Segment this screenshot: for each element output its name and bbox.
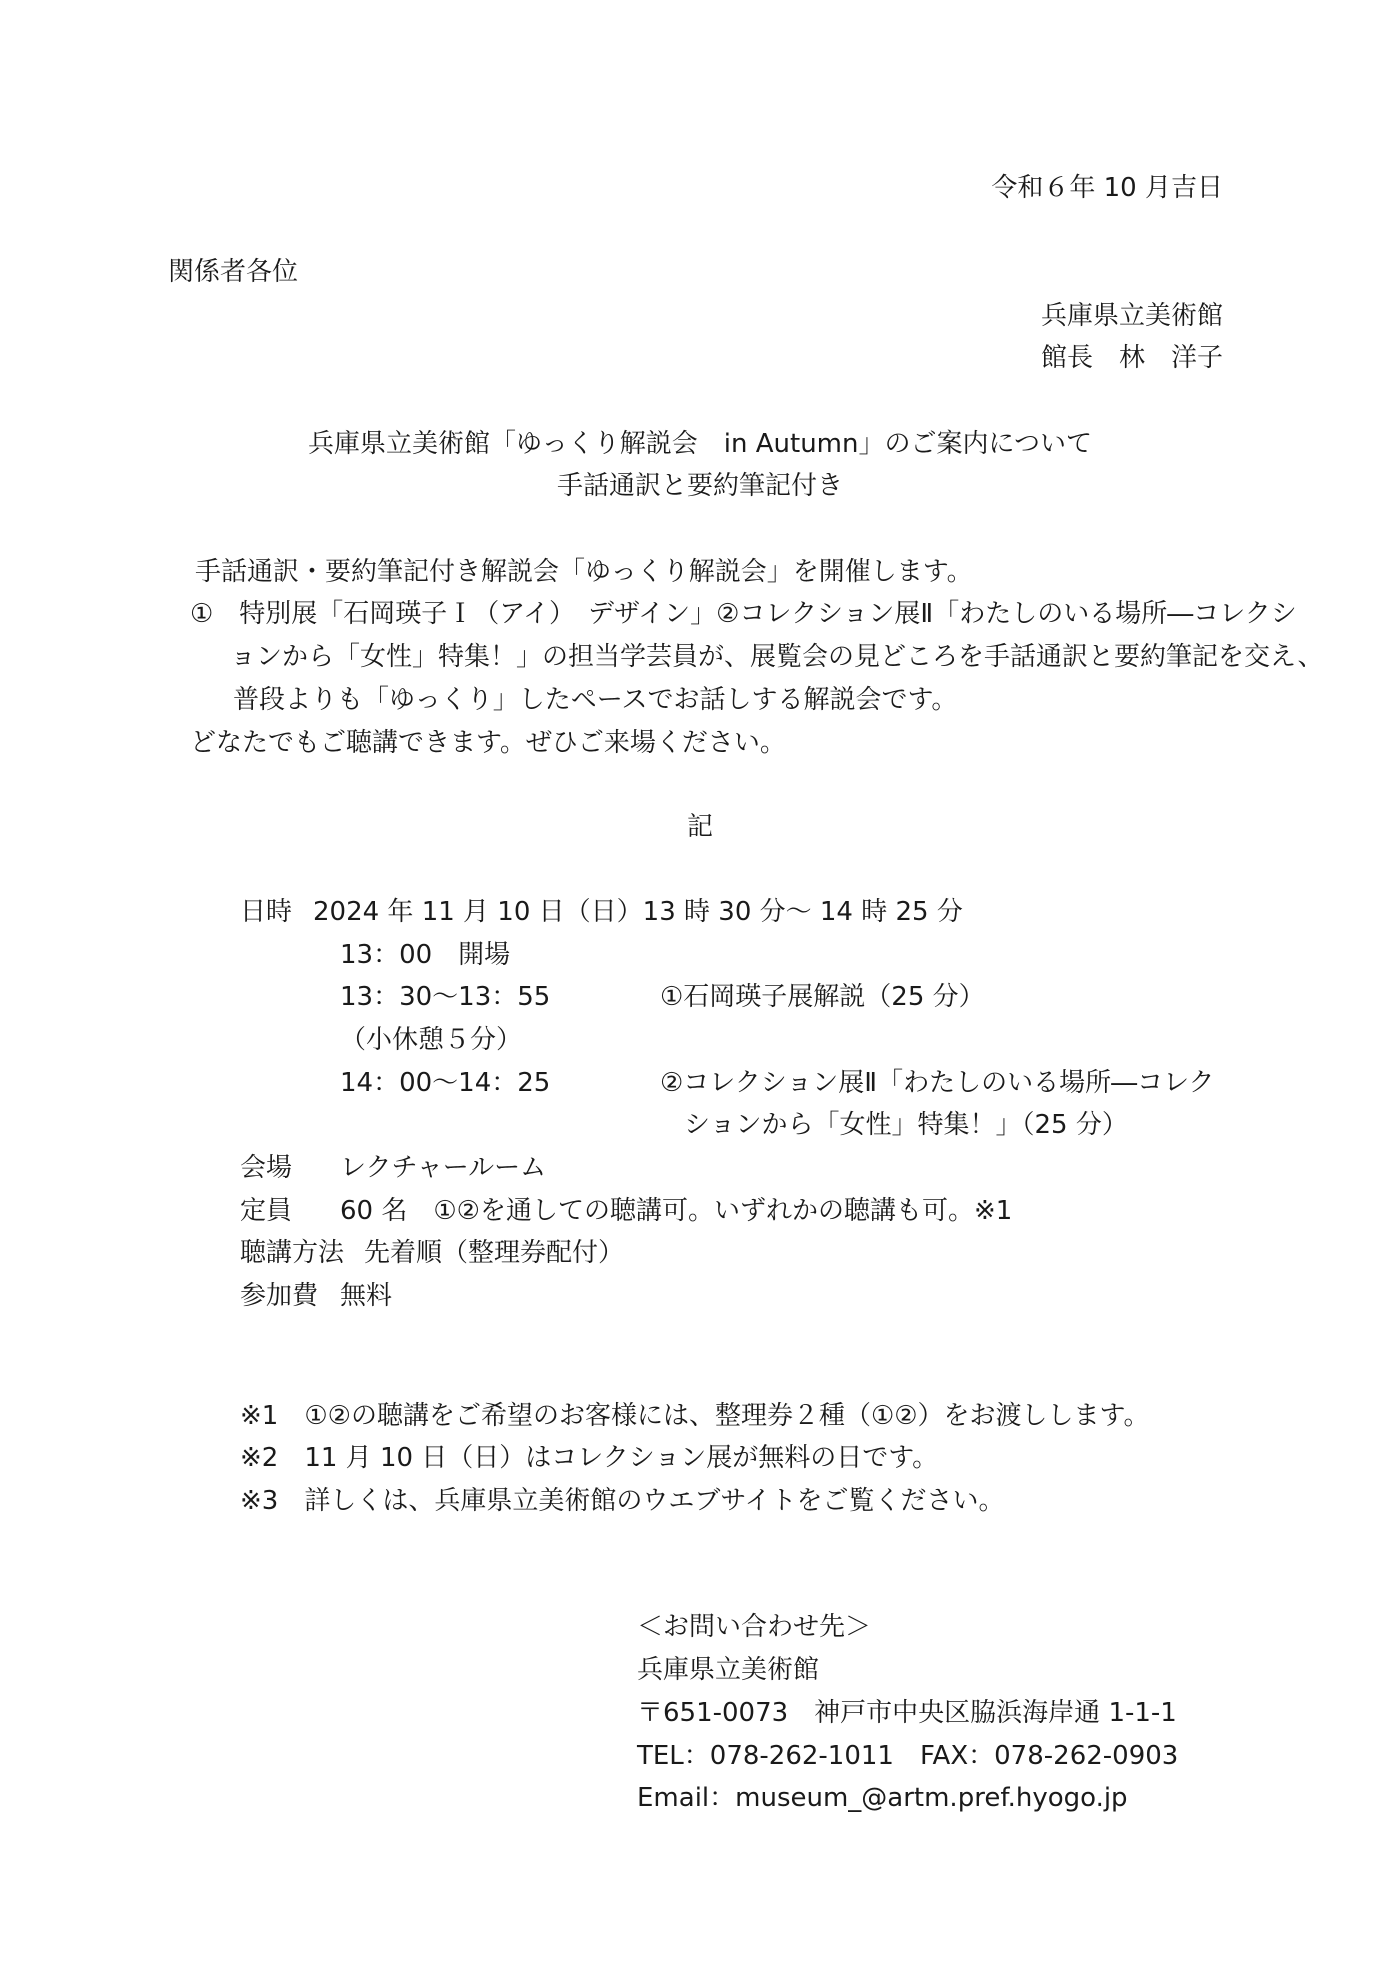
note-3: ※3 詳しくは、兵庫県立美術館のウエブサイトをご覧ください。 xyxy=(240,1486,1005,1516)
slot1-time: 13：30～13：55 xyxy=(340,982,551,1012)
contact-address: 〒651-0073 神戸市中央区脇浜海岸通 1-1-1 xyxy=(637,1698,1177,1728)
issue-date: 令和６年 10 月吉日 xyxy=(991,173,1223,203)
intro-line-1: 手話通訳・要約筆記付き解説会「ゆっくり解説会」を開催します。 xyxy=(195,557,973,587)
document-subtitle: 手話通訳と要約筆記付き xyxy=(556,471,843,501)
datetime-label: 日時 xyxy=(240,897,293,927)
sender-organization: 兵庫県立美術館 xyxy=(1040,301,1223,331)
recipient: 関係者各位 xyxy=(168,257,299,287)
method-label: 聴講方法 xyxy=(240,1238,345,1268)
contact-phone-fax: TEL：078-262-1011 FAX：078-262-0903 xyxy=(637,1741,1179,1771)
intro-line-5: どなたでもご聴講できます。ぜひご来場ください。 xyxy=(190,728,786,758)
intro-line-3: ョンから「女性」特集！」の担当学芸員が、展覧会の見どころを手話通訳と要約筆記を交え、 xyxy=(230,642,1324,672)
method-value: 先着順（整理券配付） xyxy=(364,1238,625,1268)
capacity-value: 60 名 ①②を通しての聴講可。いずれかの聴講も可。※1 xyxy=(340,1196,1013,1226)
slot1-description: ①石岡瑛子展解説（25 分） xyxy=(660,982,985,1012)
intro-line-4: 普段よりも「ゆっくり」したペースでお話しする解説会です。 xyxy=(233,685,958,715)
venue-label: 会場 xyxy=(240,1153,293,1183)
ki-heading: 記 xyxy=(686,812,713,842)
note-2: ※2 11 月 10 日（日）はコレクション展が無料の日です。 xyxy=(240,1443,939,1473)
slot2-time: 14：00～14：25 xyxy=(340,1068,551,1098)
note-1: ※1 ①②の聴講をご希望のお客様には、整理券２種（①②）をお渡しします。 xyxy=(240,1401,1150,1431)
contact-email: Email：museum_@artm.pref.hyogo.jp xyxy=(637,1783,1128,1813)
fee-value: 無料 xyxy=(340,1281,393,1311)
datetime-value: 2024 年 11 月 10 日（日）13 時 30 分～ 14 時 25 分 xyxy=(313,897,963,927)
slot2-description-line-1: ②コレクション展Ⅱ「わたしのいる場所―コレク xyxy=(660,1068,1215,1098)
fee-label: 参加費 xyxy=(240,1281,319,1311)
break-note: （小休憩５分） xyxy=(340,1025,523,1055)
contact-heading: ＜お問い合わせ先＞ xyxy=(637,1612,872,1642)
contact-organization: 兵庫県立美術館 xyxy=(637,1655,820,1685)
intro-line-2: ① 特別展「石岡瑛子Ｉ（アイ） デザイン」②コレクション展Ⅱ「わたしのいる場所―コレクシ xyxy=(190,599,1297,629)
venue-value: レクチャールーム xyxy=(340,1153,547,1183)
document-title: 兵庫県立美術館「ゆっくり解説会 in Autumn」のご案内について xyxy=(308,429,1092,459)
sender-name: 館長 林 洋子 xyxy=(1040,343,1223,373)
open-time: 13：00 開場 xyxy=(340,940,511,970)
capacity-label: 定員 xyxy=(240,1196,293,1226)
slot2-description-line-2: ションから「女性」特集！」（25 分） xyxy=(684,1110,1128,1140)
